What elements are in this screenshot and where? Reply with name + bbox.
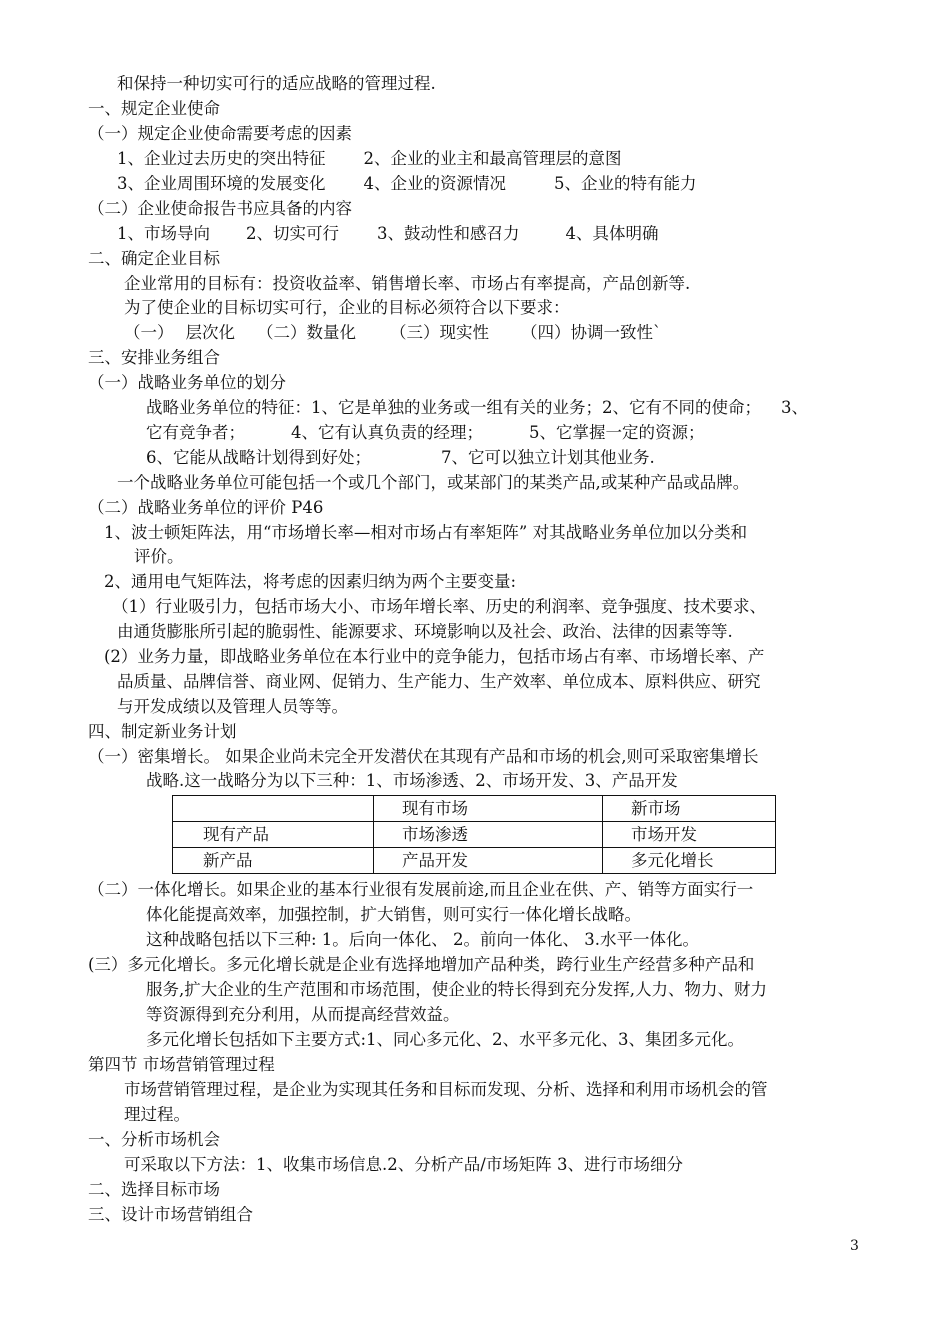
text-line xyxy=(117,172,697,196)
table-cell: 多元化增长 xyxy=(603,848,776,874)
text-line xyxy=(146,446,655,470)
list-item: 5、它掌握一定的资源； xyxy=(529,423,705,442)
text-line: 与开发成绩以及管理人员等等。 xyxy=(117,697,348,716)
section-heading: 一、分析市场机会 xyxy=(88,1130,220,1149)
text-line: 评价。 xyxy=(134,547,184,566)
list-item: 5、企业的特有能力 xyxy=(554,174,697,193)
subsection-heading: （一）规定企业使命需要考虑的因素 xyxy=(88,124,352,143)
text-line: 体化能提高效率，加强控制，扩大销售，则可实行一体化增长战略。 xyxy=(146,905,641,924)
section-heading: 一、规定企业使命 xyxy=(88,99,220,118)
section-heading: 二、确定企业目标 xyxy=(88,249,220,268)
section-heading: 四、制定新业务计划 xyxy=(88,722,237,741)
subsection-heading: （二）一体化增长。如果企业的基本行业很有发展前途,而且企业在供、产、销等方面实行一 xyxy=(88,880,754,899)
text-line: 理过程。 xyxy=(124,1105,190,1124)
text-line: 企业常用的目标有：投资收益率、销售增长率、市场占有率提高，产品创新等. xyxy=(124,274,691,293)
product-market-matrix xyxy=(172,795,776,874)
list-item: 3、鼓动性和感召力 xyxy=(377,224,520,243)
text-line xyxy=(124,321,661,345)
subsection-heading: (三）多元化增长。多元化增长就是企业有选择地增加产品种类，跨行业生产经营多种产品和 xyxy=(88,955,755,974)
list-item: 1、企业过去历史的突出特征 xyxy=(117,149,326,168)
list-item: 2、企业的业主和最高管理层的意图 xyxy=(363,149,622,168)
section-heading: 三、设计市场营销组合 xyxy=(88,1205,253,1224)
list-item: 4、企业的资源情况 xyxy=(363,174,506,193)
table-cell: 市场渗透 xyxy=(374,822,603,848)
section-heading: 第四节 市场营销管理过程 xyxy=(88,1055,275,1074)
table-row xyxy=(173,848,776,874)
list-item: 3、企业周围环境的发展变化 xyxy=(117,174,326,193)
text-span: 战略业务单位的特征：1、它是单独的业务或一组有关的业务；2、它有不同的使命； xyxy=(146,398,761,417)
list-item: 层次化 xyxy=(185,323,235,342)
list-item: （一） xyxy=(124,323,174,342)
text-line: 和保持一种切实可行的适应战略的管理过程. xyxy=(117,74,436,93)
subsection-heading: （一）战略业务单位的划分 xyxy=(88,373,286,392)
text-line: 这种战略包括以下三种: 1。后向一体化、 2。前向一体化、 3.水平一体化。 xyxy=(146,930,700,949)
text-line xyxy=(146,396,808,420)
text-line xyxy=(117,222,659,246)
list-item: 它有竞争者； xyxy=(146,423,245,442)
section-heading: 三、安排业务组合 xyxy=(88,348,220,367)
text-line: 市场营销管理过程，是企业为实现其任务和目标而发现、分析、选择和利用市场机会的管 xyxy=(124,1080,768,1099)
list-item: （四）协调一致性` xyxy=(521,323,662,342)
table-row xyxy=(173,796,776,822)
table-row-header: 现有产品 xyxy=(173,822,374,848)
text-line: 一个战略业务单位可能包括一个或几个部门，或某部门的某类产品,或某种产品或品牌。 xyxy=(117,473,750,492)
table-cell xyxy=(173,796,374,822)
table-header-cell: 新市场 xyxy=(603,796,776,822)
text-line: 为了使企业的目标切实可行，企业的目标必须符合以下要求： xyxy=(124,298,570,317)
table-row xyxy=(173,822,776,848)
text-line: 等资源得到充分利用，从而提高经营效益。 xyxy=(146,1005,460,1024)
list-item: 4、它有认真负责的经理； xyxy=(291,423,483,442)
list-item: 4、具体明确 xyxy=(565,224,659,243)
table-row-header: 新产品 xyxy=(173,848,374,874)
table-cell: 市场开发 xyxy=(603,822,776,848)
table-header-cell: 现有市场 xyxy=(374,796,603,822)
page-number: 3 xyxy=(850,1238,859,1254)
subsection-heading: （二）企业使命报告书应具备的内容 xyxy=(88,199,352,218)
text-line: 2、通用电气矩阵法，将考虑的因素归纳为两个主要变量: xyxy=(104,572,517,591)
subsection-heading: （二）战略业务单位的评价 P46 xyxy=(88,498,324,517)
table-cell: 产品开发 xyxy=(374,848,603,874)
subsection-heading: （一）密集增长。 如果企业尚未完全开发潜伏在其现有产品和市场的机会,则可采取密集增长 xyxy=(88,747,759,766)
list-item: 1、市场导向 xyxy=(117,224,210,243)
text-line xyxy=(117,147,622,171)
text-line: (2）业务力量，即战略业务单位在本行业中的竞争能力，包括市场占有率、市场增长率、产 xyxy=(104,647,765,666)
text-line: 由通货膨胀所引起的脆弱性、能源要求、环境影响以及社会、政治、法律的因素等等. xyxy=(117,622,733,641)
text-line: 战略.这一战略分为以下三种：1、市场渗透、2、市场开发、3、产品开发 xyxy=(146,771,678,790)
text-line: （1）行业吸引力，包括市场大小、市场年增长率、历史的利润率、竞争强度、技术要求、 xyxy=(112,597,766,616)
text-line xyxy=(146,421,705,445)
text-line: 可采取以下方法：1、收集市场信息.2、分析产品/市场矩阵 3、进行市场细分 xyxy=(124,1155,684,1174)
list-item: 7、它可以独立计划其他业务. xyxy=(441,448,655,467)
text-line: 多元化增长包括如下主要方式:1、同心多元化、2、水平多元化、3、集团多元化。 xyxy=(146,1030,745,1049)
list-item: （三）现实性 xyxy=(390,323,489,342)
text-line: 品质量、品牌信誉、商业网、促销力、生产能力、生产效率、单位成本、原料供应、研究 xyxy=(117,672,761,691)
section-heading: 二、选择目标市场 xyxy=(88,1180,220,1199)
list-item: （二）数量化 xyxy=(257,323,356,342)
text-line: 服务,扩大企业的生产范围和市场范围，使企业的特长得到充分发挥,人力、物力、财力 xyxy=(146,980,767,999)
list-item: 2、切实可行 xyxy=(246,224,339,243)
list-item: 6、它能从战略计划得到好处； xyxy=(146,448,371,467)
text-span: 3、 xyxy=(781,398,808,417)
text-line: 1、波士顿矩阵法，用“市场增长率—相对市场占有率矩阵” 对其战略业务单位加以分类和 xyxy=(104,523,748,542)
